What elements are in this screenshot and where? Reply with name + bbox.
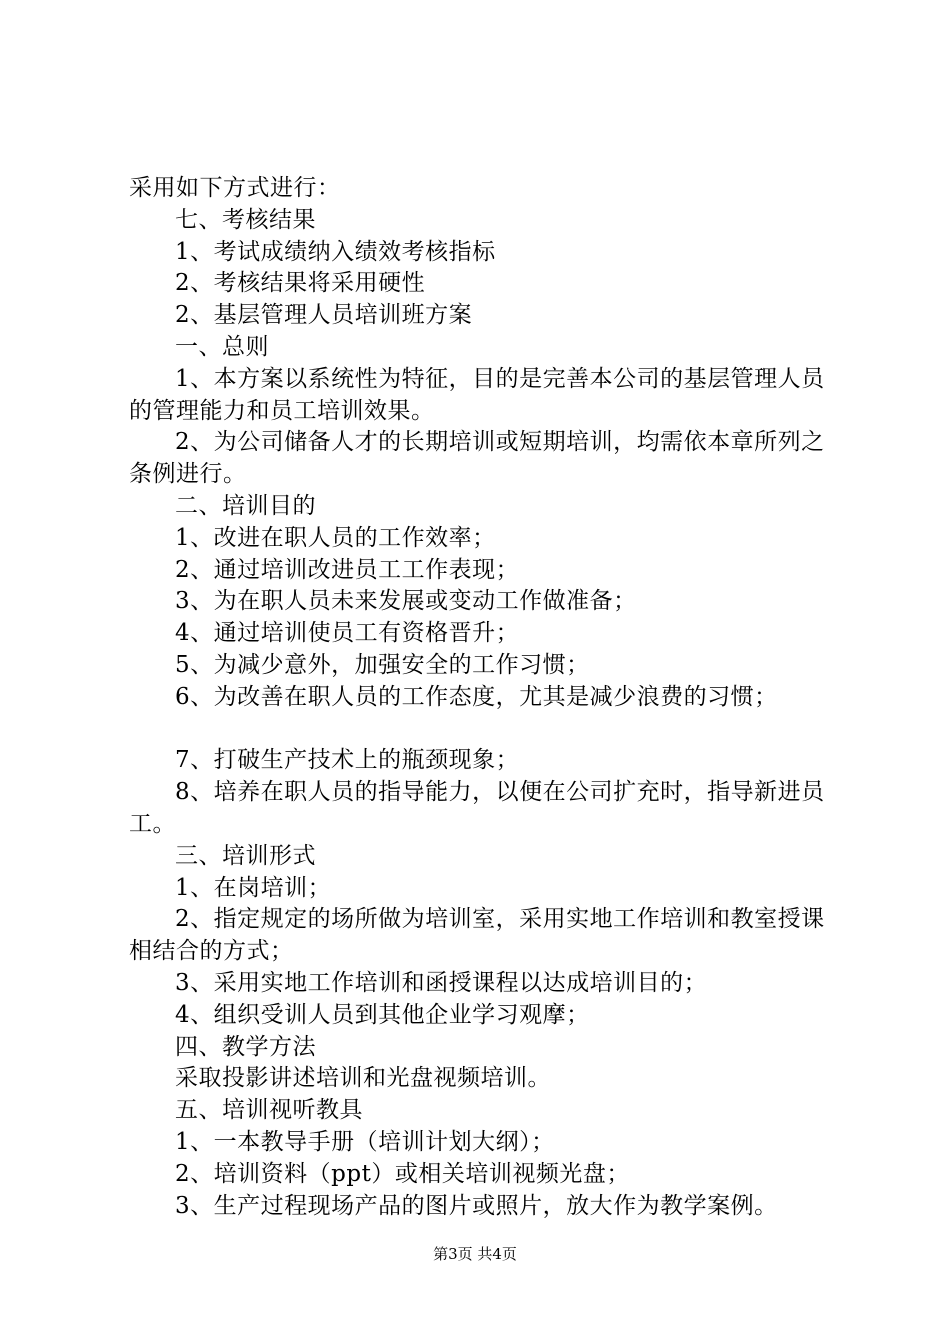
list-item: 2、通过培训改进员工工作表现； bbox=[175, 556, 520, 583]
list-item: 2、培训资料（ppt）或相关培训视频光盘； bbox=[175, 1160, 630, 1187]
paragraph-item: 2、为公司储备人才的长期培训或短期培训，均需依本章所列之条例进行。 bbox=[129, 429, 825, 488]
paragraph-item: 2、考核结果将采用硬性 bbox=[175, 270, 426, 297]
heading-teaching-aids: 五、培训视听教具 bbox=[175, 1097, 363, 1124]
list-item: 6、为改善在职人员的工作态度，尤其是减少浪费的习惯； bbox=[175, 683, 778, 710]
document-body bbox=[129, 173, 829, 1222]
section-title: 2、基层管理人员培训班方案 bbox=[175, 302, 473, 329]
list-item: 1、改进在职人员的工作效率； bbox=[175, 524, 496, 551]
list-item: 1、一本教导手册（培训计划大纲）； bbox=[175, 1128, 555, 1155]
list-item: 4、组织受训人员到其他企业学习观摩； bbox=[175, 1001, 590, 1028]
list-item: 3、为在职人员未来发展或变动工作做准备； bbox=[175, 588, 637, 615]
paragraph-intro: 采用如下方式进行： bbox=[129, 175, 341, 201]
heading-training-purpose: 二、培训目的 bbox=[175, 492, 316, 519]
heading-teaching-method: 四、教学方法 bbox=[175, 1033, 316, 1060]
blank-line bbox=[129, 714, 829, 746]
heading-assessment-results: 七、考核结果 bbox=[175, 206, 316, 233]
list-item: 3、采用实地工作培训和函授课程以达成培训目的； bbox=[175, 969, 708, 996]
list-item: 5、为减少意外，加强安全的工作习惯； bbox=[175, 651, 590, 678]
list-item: 4、通过培训使员工有资格晋升； bbox=[175, 620, 520, 647]
page-number-footer: 第3页 共4页 bbox=[433, 1245, 517, 1263]
paragraph-item: 1、考试成绩纳入绩效考核指标 bbox=[175, 238, 496, 265]
heading-general: 一、总则 bbox=[175, 333, 269, 360]
list-item: 8、培养在职人员的指导能力，以便在公司扩充时，指导新进员工。 bbox=[129, 779, 825, 837]
list-item: 7、打破生产技术上的瓶颈现象； bbox=[175, 747, 520, 774]
list-item: 2、指定规定的场所做为培训室，采用实地工作培训和教室授课相结合的方式； bbox=[129, 906, 825, 965]
paragraph-item: 1、本方案以系统性为特征，目的是完善本公司的基层管理人员的管理能力和员工培训效果。 bbox=[129, 365, 825, 424]
list-item: 3、生产过程现场产品的图片或照片，放大作为教学案例。 bbox=[175, 1192, 778, 1219]
list-item: 1、在岗培训； bbox=[175, 874, 332, 901]
heading-training-form: 三、培训形式 bbox=[175, 842, 316, 869]
paragraph-item: 采取投影讲述培训和光盘视频培训。 bbox=[175, 1065, 551, 1092]
